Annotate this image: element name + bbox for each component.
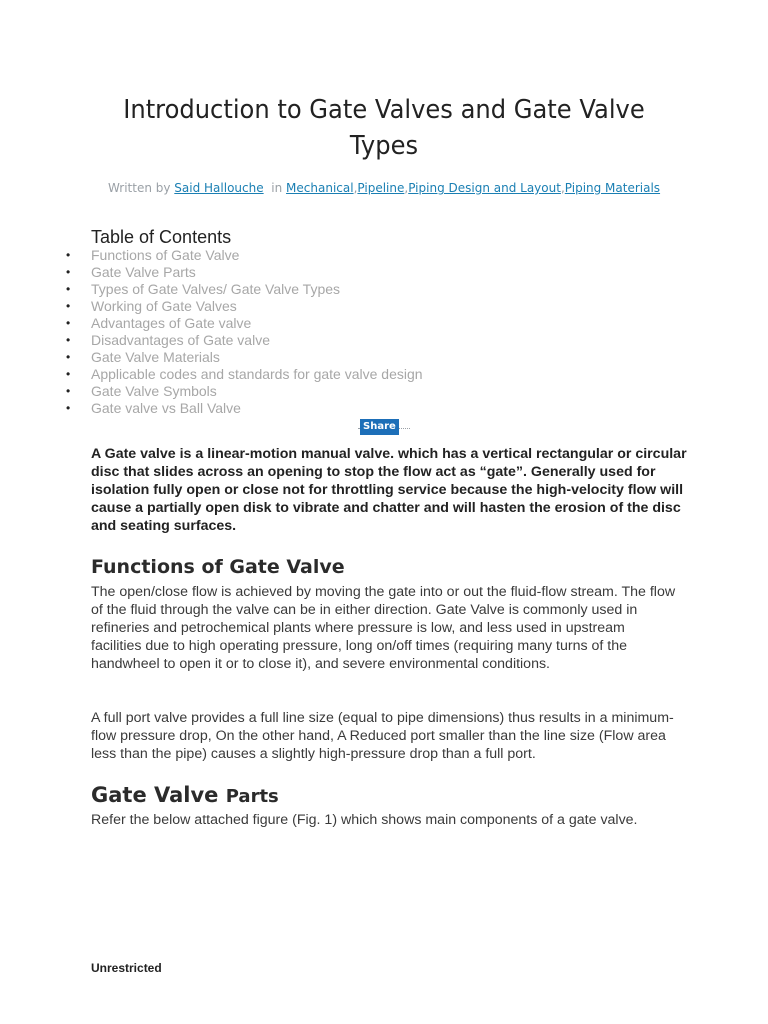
- table-of-contents: [66, 247, 423, 417]
- toc-item[interactable]: [66, 383, 423, 400]
- parts-paragraph-1: Refer the below attached figure (Fig. 1) which shows main components of a gate valve.: [91, 812, 638, 828]
- toc-heading: Table of Contents: [91, 227, 232, 247]
- category-separator: ,: [353, 181, 358, 195]
- toc-item[interactable]: [66, 264, 423, 281]
- article-title: Introduction to Gate Valves and Gate Valve Types: [123, 95, 645, 161]
- byline-in: in: [271, 181, 283, 195]
- classification-label: Unrestricted: [91, 961, 162, 975]
- category-link-mechanical[interactable]: Mechanical: [286, 181, 354, 195]
- toc-item-label: Gate Valve Symbols: [91, 383, 217, 399]
- article-byline: [60, 179, 708, 198]
- author-link[interactable]: Said Hallouche: [174, 181, 264, 195]
- bullet-icon: •: [66, 316, 71, 330]
- toc-item[interactable]: [66, 298, 423, 315]
- parts-heading-main: Gate Valve: [91, 783, 219, 807]
- toc-item-label: Applicable codes and standards for gate valve design: [91, 366, 423, 382]
- toc-item-label: Gate valve vs Ball Valve: [91, 400, 241, 416]
- toc-item[interactable]: [66, 349, 423, 366]
- section-heading-parts: [91, 783, 279, 807]
- bullet-icon: •: [66, 350, 71, 364]
- section-heading-functions: Functions of Gate Valve: [91, 556, 345, 578]
- toc-item-label: Working of Gate Valves: [91, 298, 237, 314]
- parts-heading-suffix: Parts: [225, 786, 279, 807]
- bullet-icon: •: [66, 367, 71, 381]
- toc-item-label: Types of Gate Valves/ Gate Valve Types: [91, 281, 341, 297]
- bullet-icon: •: [66, 265, 71, 279]
- toc-item[interactable]: [66, 281, 423, 298]
- bullet-icon: •: [66, 401, 71, 415]
- byline-written-by: Written by: [107, 181, 171, 195]
- category-separator: ,: [404, 181, 409, 195]
- toc-item[interactable]: [66, 247, 423, 264]
- intro-paragraph: A Gate valve is a linear-motion manual valve. which has a vertical rectangular or circular disc that slides across an opening to stop the flow act as “gate”. Generally used for isolation fully open or close not for throttling service because the high-velocity flow will cause a partially open disk to vibrate and chatter and will hasten the erosion of the disc and seating surfaces.: [91, 446, 687, 534]
- toc-item-label: Gate Valve Materials: [91, 349, 220, 365]
- toc-item[interactable]: [66, 332, 423, 349]
- toc-item-label: Disadvantages of Gate valve: [91, 332, 270, 348]
- category-link-pipeline[interactable]: Pipeline: [357, 181, 405, 195]
- category-separator: ,: [560, 181, 565, 195]
- toc-item-label: Advantages of Gate valve: [91, 315, 252, 331]
- functions-paragraph-1: The open/close flow is achieved by moving the gate into or out the fluid-flow stream. The flow of the fluid through the valve can be in either direction. Gate Valve is commonly used in refineries and petrochemical plants where pressure is low, and less used in upstream facilities due to high operating pressure, long on/off times (requiring many turns of the handwheel to open it or to close it), and severe environmental conditions.: [91, 584, 676, 672]
- toc-item[interactable]: [66, 366, 423, 383]
- category-link-piping-design[interactable]: Piping Design and Layout: [408, 181, 561, 195]
- bullet-icon: •: [66, 299, 71, 313]
- functions-paragraph-2: A full port valve provides a full line size (equal to pipe dimensions) thus results in a minimum-flow pressure drop, On the other hand, A Reduced port smaller than the line size (Flow area less than the pipe) causes a slightly high-pressure drop than a full port.: [91, 710, 674, 762]
- toc-item-label: Functions of Gate Valve: [91, 247, 240, 263]
- bullet-icon: •: [66, 333, 71, 347]
- share-button[interactable]: Share: [360, 419, 399, 435]
- toc-item-label: Gate Valve Parts: [91, 264, 196, 280]
- bullet-icon: •: [66, 248, 71, 262]
- toc-item[interactable]: [66, 315, 423, 332]
- bullet-icon: •: [66, 384, 71, 398]
- toc-item[interactable]: [66, 400, 423, 417]
- bullet-icon: •: [66, 282, 71, 296]
- category-link-piping-materials[interactable]: Piping Materials: [564, 181, 661, 195]
